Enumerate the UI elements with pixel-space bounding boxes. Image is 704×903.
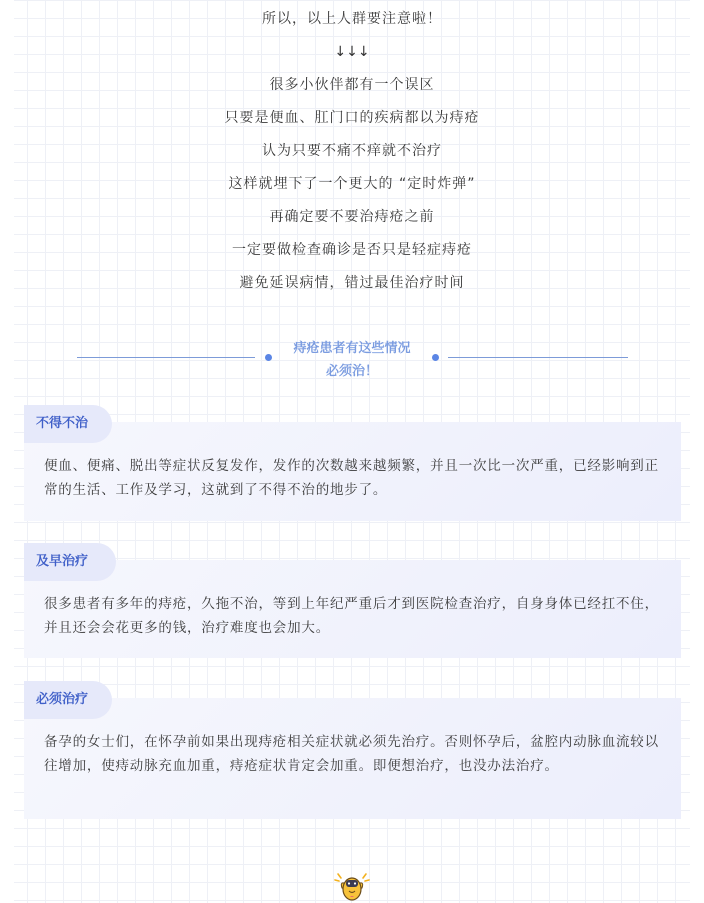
intro-line: 这样就埋下了一个更大的 “定时炸弹” xyxy=(228,176,476,192)
section-text-1: 便血、便痛、脱出等症状反复发作，发作的次数越来越频繁，并且一次比一次严重，已经影响到正常的生活、工作及学习，这就到了不得不治的地步了。 xyxy=(44,458,659,498)
page-margin-left xyxy=(0,0,14,903)
divider-title-line1: 痔疮患者有这些情况 xyxy=(293,341,411,356)
intro-line: 只要是便血、肛门口的疾病都以为痔疮 xyxy=(224,110,480,126)
section-text-3: 备孕的女士们，在怀孕前如果出现痔疮相关症状就必须先治疗。否则怀孕后，盆腔内动脉血流较以往增加，使痔动脉充血加重，痔疮症状肯定会加重。即便想治疗，也没办法治疗。 xyxy=(44,734,659,774)
section-tag-1: 不得不治 xyxy=(24,405,112,443)
intro-line: 所以，以上人群要注意啦！ xyxy=(262,11,442,27)
intro-line: 避免延误病情，错过最佳治疗时间 xyxy=(239,275,465,291)
intro-line: 认为只要不痛不痒就不治疗 xyxy=(262,143,442,159)
section-tag-2: 及早治疗 xyxy=(24,543,116,581)
intro-line: 再确定要不要治痔疮之前 xyxy=(269,209,435,225)
section-text-2: 很多患者有多年的痔疮，久拖不治，等到上年纪严重后才到医院检查治疗，自身身体已经扛不住，并且还会会花更多的钱，治疗难度也会加大。 xyxy=(44,596,659,636)
down-arrows-text: ↓↓↓ xyxy=(334,44,370,60)
intro-line: 很多小伙伴都有一个误区 xyxy=(269,77,435,93)
section-divider-title xyxy=(0,336,704,386)
section-tag-3: 必须治疗 xyxy=(24,681,112,719)
cheering-mascot-icon xyxy=(333,868,371,902)
divider-title-line2: 必须治！ xyxy=(325,364,378,379)
intro-line: 一定要做检查确诊是否只是轻症痔疮 xyxy=(232,242,472,258)
page-margin-right xyxy=(690,0,704,903)
